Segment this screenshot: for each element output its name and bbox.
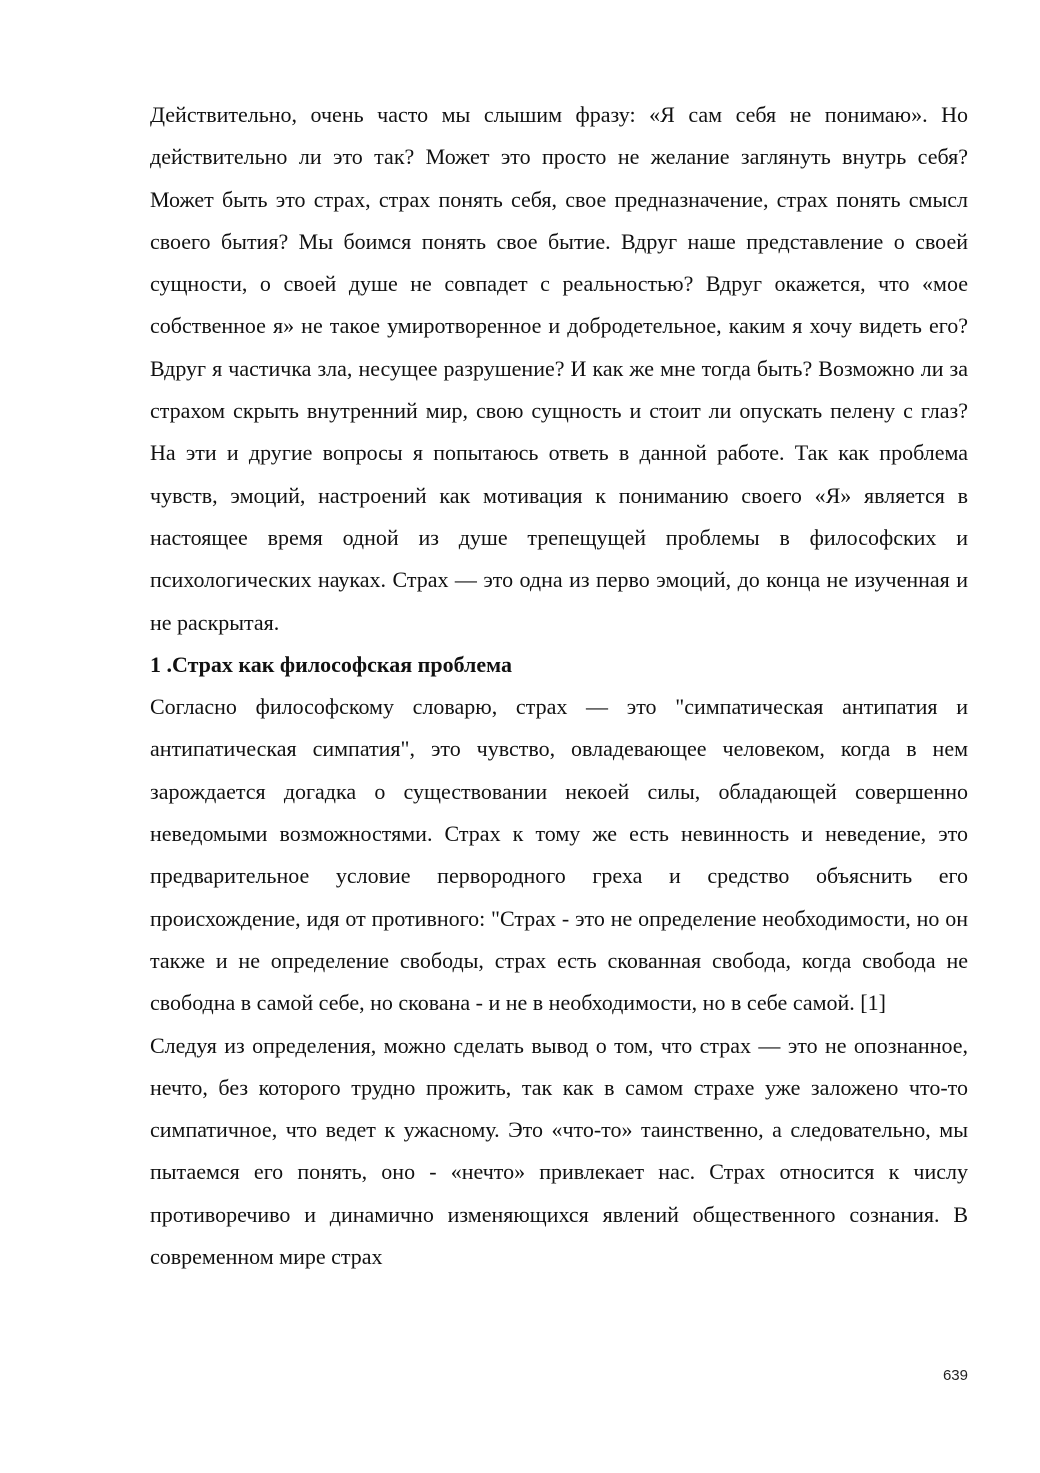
page-number: 639: [942, 1367, 968, 1384]
section-heading: 1 .Страх как философская проблема: [150, 651, 512, 677]
paragraph-conclusion: Следуя из определения, можно сделать вывод о том, что страх — это не опознанное, нечто, без которого трудно прожить, так как в самом страхе уже заложено что-то симпатичное, что ведет к ужасному. Это «что-то» таинственно, а следовательно, мы пытаемся его понять, оно - «нечто» привлекает нас. Страх относится к числу противоречиво и динамично изменяющихся явлений общественного сознания. В современном мире страх: [150, 1032, 968, 1270]
paragraph-definition: Согласно философскому словарю, страх — это "симпатическая антипатия и антипатическая симпатия", это чувство, овладевающее человеком, когда в нем зарождается догадка о существовании некоей силы, обладающей совершенно неведомыми возможностями. Страх к тому же есть невинность и неведение, это предварительное условие первородного греха и средство объяснить его происхождение, идя от противного: "Страх - это не определение необходимости, но он также и не определение свободы, страх есть скованная свобода, когда свобода не свободна в самой себе, но скована - и не в необходимости, но в себе самой. [1]: [150, 694, 968, 1016]
document-body: [150, 94, 968, 1278]
paragraph-intro: Действительно, очень часто мы слышим фразу: «Я сам себя не понимаю». Но действительно ли это так? Может это просто не желание заглянуть внутрь себя? Может быть это страх, страх понять себя, свое предназначение, страх понять смысл своего бытия? Мы боимся понять свое бытие. Вдруг наше представление о своей сущности, о своей душе не совпадет с реальностью? Вдруг окажется, что «мое собственное я» не такое умиротворенное и добродетельное, каким я хочу видеть его? Вдруг я частичка зла, несущее разрушение? И как же мне тогда быть? Возможно ли за страхом скрыть внутренний мир, свою сущность и стоит ли опускать пелену с глаз? На эти и другие вопросы я попытаюсь ответь в данной работе. Так как проблема чувств, эмоций, настроений как мотивация к пониманию своего «Я» является в настоящее время одной из душе трепещущей проблемы в философских и психологических науках. Страх — это одна из перво эмоций, до конца не изученная и не раскрытая.: [150, 102, 968, 635]
